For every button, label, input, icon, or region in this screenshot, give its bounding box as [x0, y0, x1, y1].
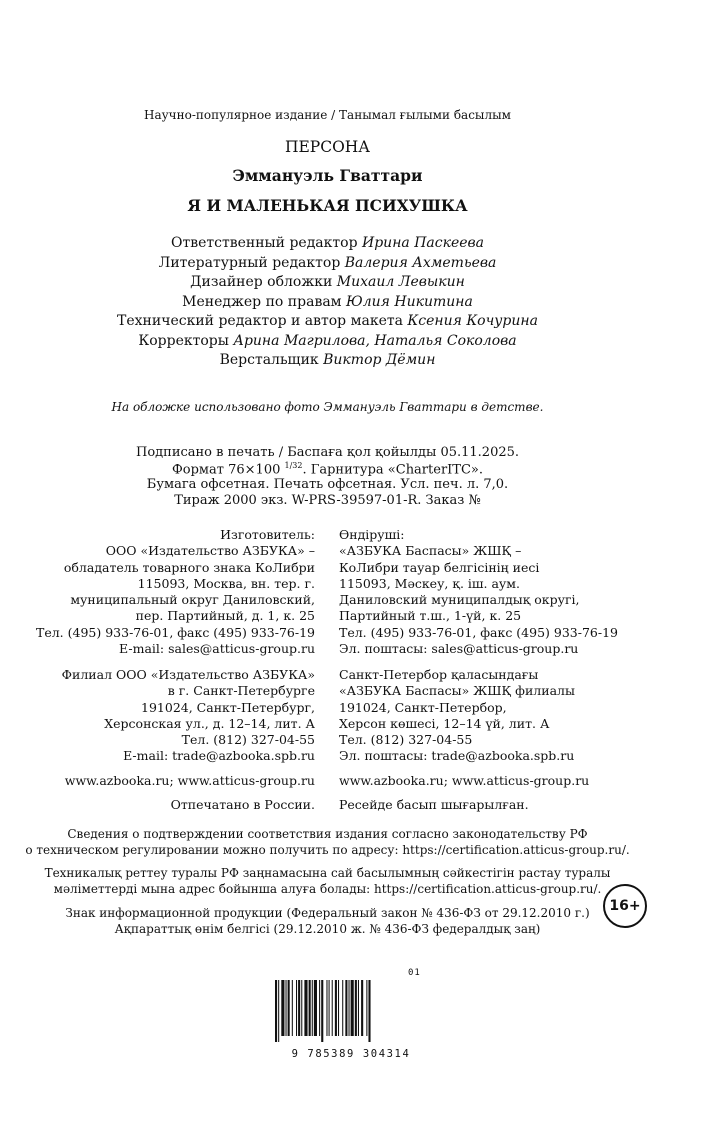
series-name: ПЕРСОНА — [284, 138, 371, 156]
websites-ru: www.azbooka.ru; www.atticus-group.ru — [64, 773, 315, 788]
barcode-bar — [358, 980, 359, 1036]
credit-line: Литературный редактор Валерия Ахметьева — [158, 255, 497, 271]
barcode-bar — [342, 980, 343, 1036]
barcode-bar — [349, 980, 350, 1036]
printed-ru: Отпечатано в России. — [170, 797, 315, 812]
certification-line: Сведения о подтверждении соответствия издания согласно законодательству РФ — [67, 827, 588, 841]
barcode-bar — [278, 980, 279, 1042]
barcode-addon: 01 — [408, 968, 421, 978]
barcode-bar — [281, 980, 284, 1036]
barcode-bar — [335, 980, 337, 1036]
barcode-bar — [296, 980, 297, 1036]
barcode-bar — [319, 980, 320, 1036]
barcode — [275, 980, 427, 1042]
branch-kz: Санкт-Петербор қаласындағы «АЗБУКА Баспасы» ЖШҚ филиалы 191024, Санкт-Петербор, Херсон көшесі, 12–14 үй, лит. А Тел. (812) 327-04-55 Эл. поштасы: trade@azbooka.spb.ru — [339, 667, 575, 764]
barcode-bar — [361, 980, 363, 1036]
barcode-bar — [292, 980, 293, 1036]
certification-line: о техническом регулировании можно получить по адресу: https://certification.atticus-group.ru/. — [25, 843, 630, 857]
barcode-bar — [351, 980, 354, 1036]
barcode-bar — [288, 980, 290, 1036]
barcode-bar — [355, 980, 357, 1036]
barcode-bar — [312, 980, 313, 1036]
barcode-bar — [326, 980, 327, 1036]
printed-kz: Ресейде басып шығарылған. — [339, 797, 529, 812]
info-sign-line: Ақпараттық өнім белгісі (29.12.2010 ж. № 436-ФЗ федералдық заң) — [114, 922, 541, 936]
book-title: Я И МАЛЕНЬКАЯ ПСИХУШКА — [187, 196, 468, 215]
manufacturer-kz: Өндіруші: «АЗБУКА Баспасы» ЖШҚ – КоЛибри тауар белгісінің иесі 115093, Мәскеу, қ. іш. аум. Даниловский муниципалдық округі, Партийный т.ш., 1-үй, к. 25 Тел. (495) 933-76-01, факс (495) 933-76-19 Эл. поштасы: sales@atticus-group.ru — [339, 527, 618, 657]
barcode-bar — [332, 980, 333, 1036]
barcode-bar — [368, 980, 370, 1042]
credit-line: Ответственный редактор Ирина Паскеева — [170, 235, 485, 251]
author-name: Эммануэль Гваттари — [232, 166, 423, 185]
barcode-bar — [345, 980, 347, 1036]
age-rating-badge: 16+ — [603, 884, 647, 928]
barcode-bar — [309, 980, 311, 1036]
barcode-bar — [286, 980, 287, 1036]
credit-line: Корректоры Арина Магрилова, Наталья Соколова — [138, 333, 517, 349]
edition-type: Научно-популярное издание / Танымал ғылыми басылым — [144, 108, 511, 122]
manufacturer-ru: Изготовитель: ООО «Издательство АЗБУКА» – обладатель товарного знака КоЛибри 115093, Москва, вн. тер. г. муниципальный округ Даниловский, пер. Партийный, д. 1, к. 25 Тел. (495) 933-76-01, факс (495) 933-76-19 E-mail: sales@atticus-group.ru — [36, 527, 315, 657]
credit-line: Менеджер по правам Юлия Никитина — [182, 294, 473, 310]
barcode-bar — [338, 980, 339, 1036]
run-line: Тираж 2000 экз. W-PRS-39597-01-R. Заказ № — [174, 493, 481, 508]
credit-line: Дизайнер обложки Михаил Левыкин — [190, 274, 465, 290]
barcode-bar — [275, 980, 277, 1042]
credit-line: Верстальщик Виктор Дёмин — [219, 352, 436, 368]
paper-line: Бумага офсетная. Печать офсетная. Усл. печ. л. 7,0. — [146, 477, 509, 492]
credit-line: Технический редактор и автор макета Ксения Кочурина — [117, 313, 538, 329]
branch-ru: Филиал ООО «Издательство АЗБУКА» в г. Санкт-Петербурге 191024, Санкт-Петербург, Херсонская ул., д. 12–14, лит. А Тел. (812) 327-04-55 E-mail: trade@azbooka.spb.ru — [61, 667, 315, 764]
certification-line: Техникалық реттеу туралы РФ заңнамасына сай басылымның сәйкестігін растау туралы — [44, 866, 611, 880]
format-line: Формат 76×100 $^{1/32}$. Гарнитура «CharterITC». — [171, 461, 483, 478]
barcode-bar — [314, 980, 317, 1036]
barcode-bar — [301, 980, 302, 1036]
barcode-digits: 9 785389 304314 — [291, 1048, 411, 1060]
websites-kz: www.azbooka.ru; www.atticus-group.ru — [339, 773, 590, 788]
barcode-bar — [298, 980, 300, 1036]
info-sign-line: Знак информационной продукции (Федеральный закон № 436-ФЗ от 29.12.2010 г.) — [65, 906, 590, 920]
barcode-bar — [366, 980, 367, 1036]
barcode-bar — [304, 980, 307, 1036]
certification-line: мәліметтерді мына адрес бойынша алуға болады: https://certification.atticus-group.ru/. — [53, 882, 602, 896]
signed-date: Подписано в печать / Баспаға қол қойылды 05.11.2025. — [135, 445, 520, 460]
cover-note: На обложке использовано фото Эммануэль Гваттари в детстве. — [111, 400, 544, 414]
barcode-bar — [329, 980, 330, 1036]
barcode-bar — [321, 980, 323, 1042]
